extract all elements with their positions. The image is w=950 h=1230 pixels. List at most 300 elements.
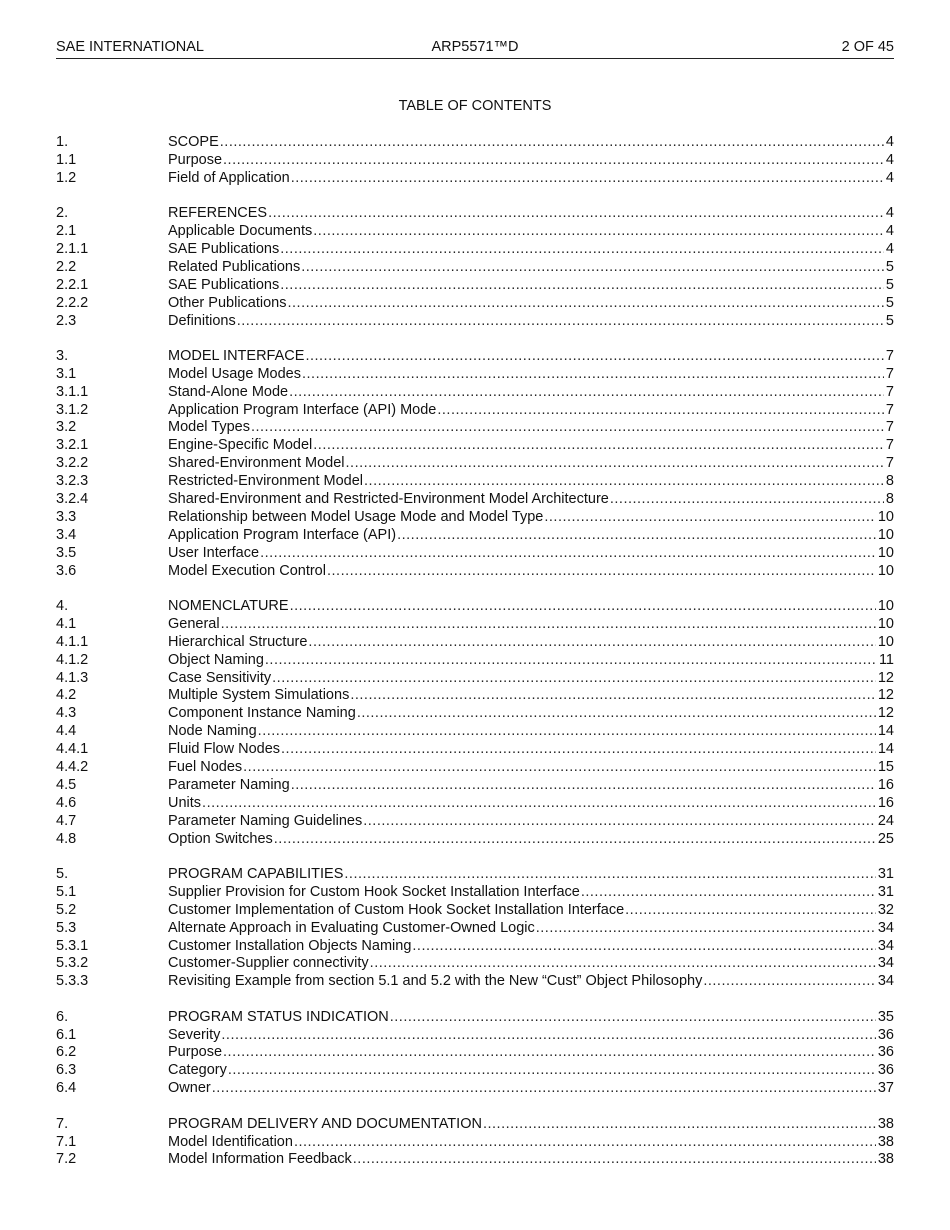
- dot-leader: [346, 455, 884, 473]
- toc-entry-number: 6.1: [56, 1026, 77, 1043]
- toc-entry-page: 4: [885, 151, 894, 168]
- toc-entry-number: 4.8: [56, 830, 77, 847]
- toc-entry-title: Model Usage Modes: [168, 365, 301, 382]
- toc-entry-leader: [168, 705, 876, 723]
- toc-entry-page: 10: [877, 597, 894, 614]
- dot-leader: [353, 1151, 876, 1169]
- toc-entry-title: Option Switches: [168, 830, 273, 847]
- toc-entry-leader: [168, 866, 876, 884]
- toc-entry-page: 12: [877, 669, 894, 686]
- dot-leader: [370, 955, 876, 973]
- toc-entry-title: Severity: [168, 1026, 221, 1043]
- toc-entry-number: 5.3: [56, 919, 77, 936]
- toc-entry-page: 10: [877, 615, 894, 632]
- toc-entry-number: 3.2.3: [56, 473, 89, 490]
- toc-entry-title: Other Publications: [168, 294, 287, 311]
- toc-entry-number: 2.1: [56, 223, 77, 240]
- toc-entry-title: Fluid Flow Nodes: [168, 741, 281, 758]
- toc-entry[interactable]: [56, 598, 894, 616]
- toc-entry-page: 14: [877, 741, 894, 758]
- toc-entry-title: Supplier Provision for Custom Hook Socket Installation Interface: [168, 883, 580, 900]
- toc-entry-page: 4: [885, 223, 894, 240]
- toc-entry-title: Customer-Supplier connectivity: [168, 955, 369, 972]
- toc-entry-page: 7: [885, 419, 894, 436]
- toc-entry-page: 10: [877, 633, 894, 650]
- toc-entry-leader: [168, 402, 884, 420]
- toc-entry[interactable]: [56, 1009, 894, 1027]
- toc-entry-number: 2.2.2: [56, 294, 89, 311]
- dot-leader: [313, 437, 884, 455]
- toc-entry-number: 2.2.1: [56, 276, 89, 293]
- toc-entry-page: 11: [878, 651, 894, 668]
- header-page-number: 2 OF 45: [841, 39, 894, 55]
- toc-entry-title: Category: [168, 1062, 227, 1079]
- toc-entry-title: Restricted-Environment Model: [168, 473, 364, 490]
- dot-leader: [610, 491, 884, 509]
- toc-entry-page: 8: [885, 491, 894, 508]
- dot-leader: [350, 687, 876, 705]
- toc-entry-leader: [168, 491, 884, 509]
- toc-entry-leader: [168, 241, 884, 259]
- toc-entry-leader: [168, 1044, 876, 1062]
- toc-entry-leader: [168, 455, 884, 473]
- toc-entry-page: 38: [877, 1151, 894, 1168]
- toc-entry-leader: [168, 777, 876, 795]
- toc-entry[interactable]: [56, 1044, 894, 1062]
- toc-entry[interactable]: [56, 295, 894, 313]
- dot-leader: [344, 866, 875, 884]
- toc-entry-leader: [168, 170, 884, 188]
- toc-entry-number: 3.2.4: [56, 491, 89, 508]
- toc-entry[interactable]: [56, 563, 894, 581]
- toc-entry-title: Related Publications: [168, 258, 301, 275]
- toc-entry-page: 7: [885, 401, 894, 418]
- toc-entry-title: Parameter Naming: [168, 776, 290, 793]
- toc-entry-page: 37: [877, 1080, 894, 1097]
- toc-entry-title: PROGRAM CAPABILITIES: [168, 865, 344, 882]
- toc-entry-page: 25: [877, 830, 894, 847]
- toc-entry-title: Customer Implementation of Custom Hook Socket Installation Interface: [168, 901, 625, 918]
- toc-entry-number: 3.2.2: [56, 455, 89, 472]
- toc-entry-title: Stand-Alone Mode: [168, 383, 289, 400]
- toc-entry-leader: [168, 795, 876, 813]
- toc-entry-title: Definitions: [168, 312, 236, 329]
- toc-entry-number: 5.3.3: [56, 973, 89, 990]
- toc-entry-title: Parameter Naming Guidelines: [168, 812, 363, 829]
- toc-entry-leader: [168, 938, 876, 956]
- dot-leader: [412, 938, 875, 956]
- toc-entry-title: Relationship between Model Usage Mode and Model Type: [168, 508, 544, 525]
- toc-entry-title: Model Execution Control: [168, 562, 326, 579]
- toc-entry-page: 38: [877, 1115, 894, 1132]
- dot-leader: [703, 973, 876, 991]
- toc-entry-title: Shared-Environment Model: [168, 455, 345, 472]
- toc-entry-leader: [168, 634, 876, 652]
- toc-entry-title: Model Types: [168, 419, 250, 436]
- toc-entry[interactable]: [56, 473, 894, 491]
- toc-entry-page: 8: [885, 473, 894, 490]
- toc-entry-number: 4.7: [56, 812, 77, 829]
- toc-entry-page: 10: [877, 544, 894, 561]
- toc-entry-leader: [168, 384, 884, 402]
- toc-entry-page: 34: [877, 919, 894, 936]
- dot-leader: [280, 277, 884, 295]
- toc-entry-page: 31: [877, 865, 894, 882]
- dot-leader: [251, 419, 884, 437]
- toc-entry-number: 3.1: [56, 365, 77, 382]
- toc-entry[interactable]: [56, 1134, 894, 1152]
- toc-entry-number: 4.1.3: [56, 669, 89, 686]
- toc-entry-leader: [168, 348, 884, 366]
- toc-entry-number: 4.4.2: [56, 759, 89, 775]
- toc-entry[interactable]: [56, 741, 894, 759]
- toc-entry-page: 36: [877, 1026, 894, 1043]
- dot-leader: [243, 759, 876, 777]
- toc-entry-title: Application Program Interface (API): [168, 526, 397, 543]
- toc-entry[interactable]: [56, 170, 894, 188]
- toc-entry-leader: [168, 973, 876, 991]
- page-header: [56, 38, 894, 59]
- toc-entry-leader: [168, 277, 884, 295]
- table-of-contents: [56, 134, 894, 1187]
- toc-entry-number: 2.1.1: [56, 240, 89, 257]
- toc-entry[interactable]: [56, 205, 894, 223]
- dot-leader: [294, 1134, 876, 1152]
- dot-leader: [581, 884, 876, 902]
- dot-leader: [221, 1027, 875, 1045]
- dot-leader: [258, 723, 876, 741]
- toc-entry-leader: [168, 473, 884, 491]
- toc-entry-number: 3.: [56, 347, 69, 364]
- toc-entry[interactable]: [56, 259, 894, 277]
- toc-entry-leader: [168, 652, 877, 670]
- dot-leader: [223, 152, 884, 170]
- toc-entry-leader: [168, 437, 884, 455]
- toc-entry[interactable]: [56, 884, 894, 902]
- toc-entry-number: 6.3: [56, 1062, 77, 1079]
- toc-entry-leader: [168, 598, 876, 616]
- toc-entry[interactable]: [56, 777, 894, 795]
- toc-entry-page: 4: [885, 240, 894, 257]
- toc-entry-number: 4.1: [56, 615, 77, 632]
- toc-entry-leader: [168, 509, 876, 527]
- toc-entry-page: 7: [885, 383, 894, 400]
- toc-entry[interactable]: [56, 437, 894, 455]
- toc-entry[interactable]: [56, 348, 894, 366]
- toc-entry[interactable]: [56, 902, 894, 920]
- toc-entry[interactable]: [56, 1062, 894, 1080]
- toc-entry-number: 4.: [56, 597, 69, 614]
- dot-leader: [305, 348, 883, 366]
- dot-leader: [272, 670, 876, 688]
- toc-entry-leader: [168, 223, 884, 241]
- toc-entry-number: 6.: [56, 1008, 69, 1025]
- toc-entry-number: 7.2: [56, 1151, 77, 1168]
- toc-entry-page: 10: [877, 508, 894, 525]
- toc-entry-number: 1.: [56, 134, 69, 150]
- toc-entry-leader: [168, 419, 884, 437]
- toc-entry[interactable]: [56, 1080, 894, 1098]
- toc-section: [56, 598, 894, 848]
- toc-entry[interactable]: [56, 402, 894, 420]
- toc-entry-number: 2.3: [56, 312, 77, 329]
- toc-entry-page: 5: [885, 312, 894, 329]
- toc-entry[interactable]: [56, 723, 894, 741]
- toc-entry-number: 6.4: [56, 1080, 77, 1097]
- header-document-id: ARP5571™D: [431, 39, 519, 55]
- toc-entry-title: User Interface: [168, 544, 260, 561]
- toc-entry-page: 38: [877, 1133, 894, 1150]
- toc-entry[interactable]: [56, 634, 894, 652]
- toc-entry-leader: [168, 902, 876, 920]
- dot-leader: [327, 563, 876, 581]
- toc-entry-title: SAE Publications: [168, 276, 280, 293]
- toc-entry-leader: [168, 741, 876, 759]
- toc-entry[interactable]: [56, 1027, 894, 1045]
- toc-entry-page: 5: [885, 276, 894, 293]
- toc-entry-page: 34: [877, 937, 894, 954]
- dot-leader: [268, 205, 884, 223]
- dot-leader: [220, 134, 884, 152]
- toc-entry-title: PROGRAM STATUS INDICATION: [168, 1008, 389, 1025]
- toc-entry[interactable]: [56, 866, 894, 884]
- toc-entry[interactable]: [56, 831, 894, 849]
- toc-entry-title: REFERENCES: [168, 205, 268, 222]
- toc-entry-number: 1.1: [56, 151, 77, 168]
- dot-leader: [202, 795, 876, 813]
- toc-entry-title: PROGRAM DELIVERY AND DOCUMENTATION: [168, 1115, 482, 1132]
- toc-entry-page: 10: [877, 562, 894, 579]
- toc-entry-leader: [168, 955, 876, 973]
- toc-section: [56, 348, 894, 581]
- toc-entry-leader: [168, 759, 876, 777]
- toc-entry-number: 3.1.1: [56, 383, 89, 400]
- toc-entry[interactable]: [56, 419, 894, 437]
- toc-entry-leader: [168, 1062, 876, 1080]
- toc-entry-page: 4: [885, 205, 894, 222]
- toc-entry[interactable]: [56, 384, 894, 402]
- toc-entry-number: 5.2: [56, 901, 77, 918]
- toc-entry-number: 4.4: [56, 723, 77, 740]
- toc-entry-page: 36: [877, 1044, 894, 1061]
- toc-entry[interactable]: [56, 1116, 894, 1134]
- toc-entry-title: Purpose: [168, 151, 223, 168]
- dot-leader: [223, 1044, 876, 1062]
- toc-entry-title: General: [168, 615, 220, 632]
- dot-leader: [390, 1009, 876, 1027]
- toc-entry-title: Field of Application: [168, 169, 290, 186]
- toc-entry-leader: [168, 205, 884, 223]
- toc-entry-leader: [168, 1080, 876, 1098]
- toc-entry-leader: [168, 1116, 876, 1134]
- toc-entry-number: 6.2: [56, 1044, 77, 1061]
- toc-entry-page: 14: [877, 723, 894, 740]
- dot-leader: [437, 402, 884, 420]
- toc-entry-title: Node Naming: [168, 723, 257, 740]
- toc-entry-title: Owner: [168, 1080, 211, 1097]
- toc-entry-number: 5.1: [56, 883, 77, 900]
- toc-entry-page: 10: [877, 526, 894, 543]
- toc-entry-leader: [168, 366, 884, 384]
- dot-leader: [281, 741, 876, 759]
- toc-entry[interactable]: [56, 152, 894, 170]
- toc-entry-leader: [168, 313, 884, 331]
- toc-entry-number: 4.5: [56, 776, 77, 793]
- toc-entry-title: Object Naming: [168, 651, 264, 668]
- dot-leader: [625, 902, 876, 920]
- dot-leader: [237, 313, 884, 331]
- dot-leader: [536, 920, 876, 938]
- toc-entry[interactable]: [56, 545, 894, 563]
- toc-entry[interactable]: [56, 670, 894, 688]
- toc-entry-number: 3.4: [56, 526, 77, 543]
- toc-entry-page: 7: [885, 455, 894, 472]
- toc-entry-number: 3.5: [56, 544, 77, 561]
- toc-title: TABLE OF CONTENTS: [398, 98, 552, 114]
- toc-entry-page: 12: [877, 705, 894, 722]
- toc-entry[interactable]: [56, 938, 894, 956]
- toc-entry[interactable]: [56, 241, 894, 259]
- toc-entry-number: 3.1.2: [56, 401, 89, 418]
- dot-leader: [212, 1080, 876, 1098]
- toc-entry-leader: [168, 152, 884, 170]
- toc-entry-number: 5.: [56, 865, 69, 882]
- toc-entry-title: Hierarchical Structure: [168, 633, 308, 650]
- dot-leader: [308, 634, 875, 652]
- toc-entry-title: Units: [168, 794, 202, 811]
- toc-entry-leader: [168, 813, 876, 831]
- toc-entry-number: 3.2: [56, 419, 77, 436]
- dot-leader: [228, 1062, 876, 1080]
- toc-entry-page: 4: [885, 134, 894, 150]
- toc-entry-page: 31: [877, 883, 894, 900]
- toc-entry[interactable]: [56, 973, 894, 991]
- toc-entry-page: 34: [877, 973, 894, 990]
- toc-entry-leader: [168, 884, 876, 902]
- dot-leader: [221, 616, 876, 634]
- toc-entry[interactable]: [56, 616, 894, 634]
- toc-entry[interactable]: [56, 134, 894, 152]
- toc-entry-page: 24: [877, 812, 894, 829]
- toc-entry-number: 7.1: [56, 1133, 77, 1150]
- toc-entry[interactable]: [56, 491, 894, 509]
- toc-entry[interactable]: [56, 509, 894, 527]
- toc-entry-leader: [168, 134, 884, 152]
- dot-leader: [302, 366, 884, 384]
- dot-leader: [357, 705, 876, 723]
- toc-entry-page: 34: [877, 955, 894, 972]
- toc-entry[interactable]: [56, 705, 894, 723]
- toc-entry[interactable]: [56, 759, 894, 777]
- toc-entry[interactable]: [56, 366, 894, 384]
- toc-entry-number: 2.: [56, 205, 69, 222]
- toc-entry-leader: [168, 1134, 876, 1152]
- toc-entry-number: 7.: [56, 1115, 69, 1132]
- toc-entry-leader: [168, 545, 876, 563]
- toc-entry[interactable]: [56, 652, 894, 670]
- toc-entry-leader: [168, 1151, 876, 1169]
- dot-leader: [313, 223, 884, 241]
- toc-section: [56, 1116, 894, 1170]
- toc-entry-page: 7: [885, 365, 894, 382]
- toc-entry[interactable]: [56, 313, 894, 331]
- toc-entry[interactable]: [56, 527, 894, 545]
- toc-entry-title: Alternate Approach in Evaluating Customer-Owned Logic: [168, 919, 535, 936]
- toc-entry-title: Model Information Feedback: [168, 1151, 352, 1168]
- toc-entry-title: Multiple System Simulations: [168, 687, 350, 704]
- dot-leader: [364, 473, 884, 491]
- toc-entry[interactable]: [56, 223, 894, 241]
- toc-entry-page: 16: [877, 776, 894, 793]
- dot-leader: [265, 652, 877, 670]
- dot-leader: [287, 295, 883, 313]
- toc-entry[interactable]: [56, 920, 894, 938]
- dot-leader: [291, 777, 876, 795]
- dot-leader: [291, 170, 884, 188]
- toc-entry[interactable]: [56, 955, 894, 973]
- toc-entry-title: Customer Installation Objects Naming: [168, 937, 412, 954]
- toc-entry-title: Shared-Environment and Restricted-Environment Model Architecture: [168, 491, 609, 508]
- toc-entry-title: SAE Publications: [168, 240, 280, 257]
- toc-entry-title: Application Program Interface (API) Mode: [168, 401, 437, 418]
- toc-entry-leader: [168, 563, 876, 581]
- toc-entry-leader: [168, 1009, 876, 1027]
- toc-entry-page: 4: [885, 169, 894, 186]
- toc-entry-number: 4.3: [56, 705, 77, 722]
- toc-entry-page: 15: [877, 759, 894, 775]
- toc-entry-title: Purpose: [168, 1044, 223, 1061]
- toc-entry[interactable]: [56, 455, 894, 473]
- toc-entry-title: Model Identification: [168, 1133, 293, 1150]
- toc-entry-number: 2.2: [56, 258, 77, 275]
- toc-section: [56, 866, 894, 991]
- toc-section: [56, 1009, 894, 1098]
- dot-leader: [290, 598, 876, 616]
- toc-entry-leader: [168, 259, 884, 277]
- toc-entry[interactable]: [56, 795, 894, 813]
- toc-entry-number: 1.2: [56, 169, 77, 186]
- toc-section: [56, 134, 894, 188]
- dot-leader: [397, 527, 876, 545]
- dot-leader: [363, 813, 876, 831]
- toc-entry-number: 4.4.1: [56, 741, 89, 758]
- toc-entry-page: 5: [885, 294, 894, 311]
- toc-entry-leader: [168, 920, 876, 938]
- toc-entry[interactable]: [56, 687, 894, 705]
- toc-entry-page: 32: [877, 901, 894, 918]
- toc-entry-title: MODEL INTERFACE: [168, 347, 305, 364]
- toc-entry-leader: [168, 723, 876, 741]
- dot-leader: [301, 259, 884, 277]
- toc-entry-number: 4.1.1: [56, 633, 89, 650]
- toc-entry[interactable]: [56, 1151, 894, 1169]
- toc-entry-number: 4.2: [56, 687, 77, 704]
- dot-leader: [260, 545, 876, 563]
- toc-entry[interactable]: [56, 813, 894, 831]
- toc-entry-leader: [168, 295, 884, 313]
- toc-entry-title: Component Instance Naming: [168, 705, 356, 722]
- toc-entry-page: 5: [885, 258, 894, 275]
- toc-entry-leader: [168, 616, 876, 634]
- toc-entry-number: 4.1.2: [56, 651, 89, 668]
- toc-entry[interactable]: [56, 277, 894, 295]
- toc-entry-title: Fuel Nodes: [168, 759, 243, 775]
- toc-entry-number: 3.2.1: [56, 437, 89, 454]
- toc-entry-leader: [168, 687, 876, 705]
- toc-entry-title: Engine-Specific Model: [168, 437, 313, 454]
- toc-entry-leader: [168, 670, 876, 688]
- toc-section: [56, 205, 894, 330]
